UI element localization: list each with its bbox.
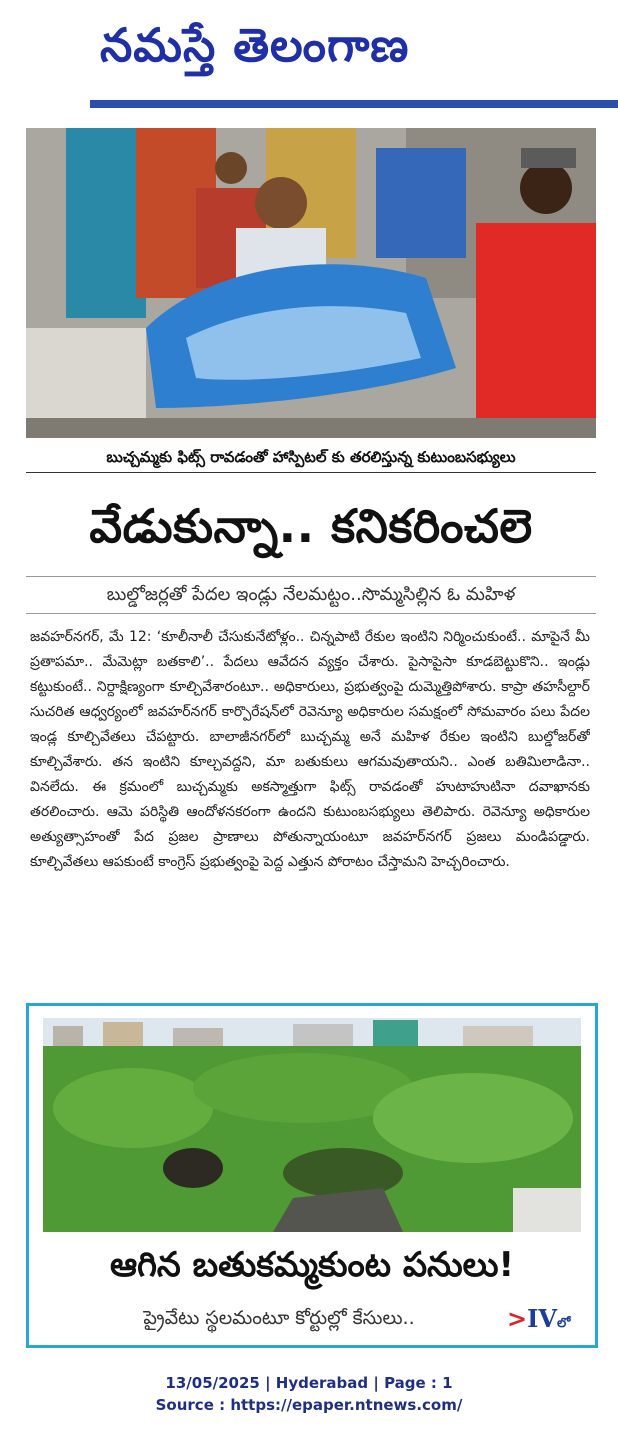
photo-illustration: [26, 128, 596, 438]
photo-illustration-lake: [43, 1018, 581, 1232]
page-footer: [0, 1372, 618, 1422]
arrow-icon: >: [507, 1304, 528, 1333]
page-reference-suffix: లో: [556, 1316, 571, 1331]
masthead-rule: [90, 100, 618, 108]
news-photo-overgrown-lake: [43, 1018, 581, 1232]
newspaper-masthead: నమస్తే తెలంగాణ: [100, 18, 410, 72]
footer-source-line: Source : https://epaper.ntnews.com/: [155, 1396, 463, 1414]
article-headline: వేడుకున్నా.. కనికరించలె: [89, 499, 533, 553]
page-reference-badge: [507, 1302, 587, 1336]
page-reference-label: IV: [527, 1304, 557, 1333]
article-subheadline: బుల్డోజర్లతో పేదల ఇండ్లు నేలమట్టం..సొమ్మసిల్లిన ఓ మహిళ: [26, 576, 596, 614]
article-body: జవహర్‌నగర్, మే 12: ‘కూలీనాలీ చేసుకునేటోళ్లం.. చిన్నపాటి రేకుల ఇంటిని నిర్మించుకుంటే.. మాపైనే మీ ప్రతాపమా.. మేమెట్లా బతకాలి’.. పేదలు ఆవేదన వ్యక్తం చేశారు. పైసాపైసా కూడబెట్టుకొని.. ఇండ్లు కట్టుకుంటే.. నిర్దాక్షిణ్యంగా కూల్చివేశారంటూ.. అధికారులు, ప్రభుత్వంపై దుమ్మెత్తిపోశారు. కాప్రా తహసీల్దార్ సుచరిత ఆధ్వర్యంలో జవహర్‌నగర్ కార్పొరేషన్‌లో రెవెన్యూ అధికారుల సమక్షంలో సోమవారం పలు పేదల ఇండ్ల కూల్చివేతలు చేపట్టారు. బాలాజీనగర్‌లో బుచ్చమ్మ అనే మహిళ రేకుల ఇంటిని బుల్డోజర్‌తో కూల్చివేశారు. తన ఇంటిని కూల్చవద్దని, మా బతుకులు ఆగమవుతాయని.. ఎంత బతిమిలాడినా.. వినలేదు. ఈ క్రమంలో బుచ్చమ్మకు అకస్మాత్తుగా ఫిట్స్ రావడంతో హుటాహుటినా దవాఖానకు తరలించారు. ఆమె పరిస్థితి ఆందోళనకరంగా ఉందని కుటుంబసభ్యులు తెలిపారు. రెవెన్యూ అధికారుల అత్యుత్సాహంతో పేద ప్రజల ప్రాణాలు పోతున్నాయంటూ జవహర్‌నగర్ ప్రజలు మండిపడ్డారు. కూల్చివేతలు ఆపకుంటే కాంగ్రెస్ ప్రభుత్వంపై పెద్ద ఎత్తున పోరాటం చేస్తామని హెచ్చరించారు.: [30, 629, 590, 870]
related-story-box: [26, 1003, 598, 1348]
related-story-subheadline: ప్రైవేటు స్థలమంటూ కోర్టుల్లో కేసులు..: [143, 1307, 415, 1329]
photo-caption: బుచ్చమ్మకు ఫిట్స్ రావడంతో హాస్పిటల్ కు తరలిస్తున్న కుటుంబసభ్యులు: [26, 442, 596, 473]
news-photo-family-carrying-woman: [26, 128, 596, 438]
related-story-headline: ఆగిన బతుకమ్మకుంట పనులు!: [109, 1245, 515, 1285]
footer-date-line: 13/05/2025 | Hyderabad | Page : 1: [165, 1374, 453, 1392]
